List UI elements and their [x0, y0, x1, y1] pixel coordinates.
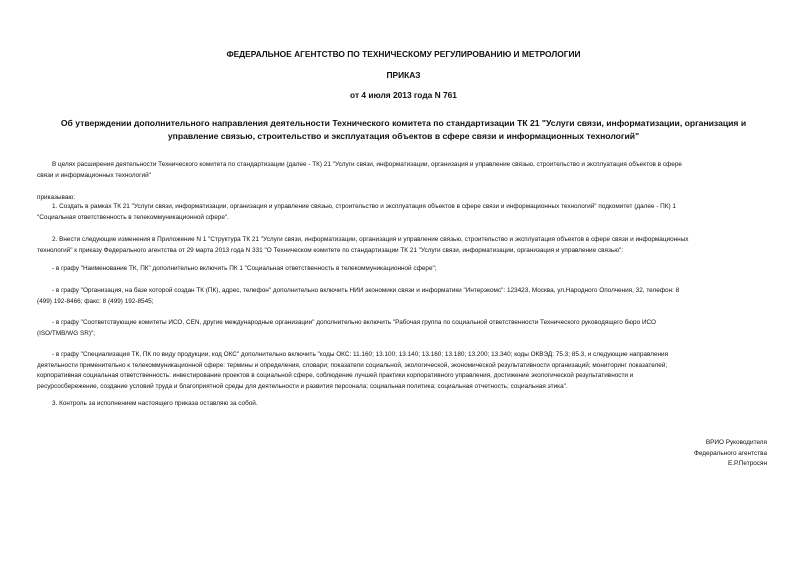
text-line: (499) 192-8466; факс: 8 (499) 192-8545;	[37, 297, 154, 305]
text-line: - в графу "Наименование ТК, ПК" дополнительно включить ПК 1 "Социальная ответственность в телекоммуникационной сфере";	[52, 265, 437, 272]
paragraph-1	[37, 202, 769, 223]
signature-block	[567, 438, 767, 470]
text-line: связи и информационных технологий"	[37, 171, 151, 179]
document-type: ПРИКАЗ	[386, 70, 421, 80]
paragraph-2	[37, 235, 769, 256]
text-line: (ISO/TMB/WG SR)";	[37, 329, 96, 337]
document-date-number: от 4 июля 2013 года N 761	[350, 90, 457, 100]
document-title-line: управление связью, строительство и эксплуатация объектов в сфере связи и информационных технологий"	[167, 131, 640, 141]
text-line: - в графу "Соответствующие комитеты ИСО, CEN, другие международные организации" дополнительно включить "Рабочая группа по социальной ответственности Технического руководящего бюро ИСО	[52, 319, 656, 326]
document-title	[25, 117, 782, 143]
text-line: 1. Создать в рамках ТК 21 "Услуги связи, информатизации, организация и управление связью, строительство и эксплуатация объектов в сфере связи и информационных технологий" подкомитет (далее - ПК) 1	[52, 203, 676, 210]
signature-agency: Федерального агентства	[693, 449, 767, 457]
signature-title: ВРИО Руководителя	[705, 439, 767, 446]
text-line: - в графу "Организация, на базе которой создан ТК (ПК), адрес, телефон" дополнительно включить НИИ экономики связи и информатики "Интерэкомс": 123423, Москва, ул.Народного Ополчения, 32, телефон: 8	[52, 287, 680, 294]
agency-name: ФЕДЕРАЛЬНОЕ АГЕНТСТВО ПО ТЕХНИЧЕСКОМУ РЕГУЛИРОВАНИЮ И МЕТРОЛОГИИ	[226, 49, 581, 59]
intro-paragraph	[37, 160, 769, 181]
bullet-4	[37, 350, 769, 392]
order-word: приказываю:	[37, 194, 75, 201]
text-line: ресурсосбережение, создание условий труда и благоприятной среды для деятельности и развития персонала; социальная политика; социальная отчетность; социальная этика".	[37, 382, 568, 390]
text-line: 3. Контроль за исполнением настоящего приказа оставляю за собой.	[52, 400, 258, 407]
text-line: технологий" к приказу Федерального агентства от 29 марта 2013 года N 331 "О Техническом комитете по стандартизации ТК 21 "Услуги связи, информатизации, организация и управление связью":	[37, 246, 624, 254]
paragraph-3	[37, 399, 769, 410]
text-line: корпоративная социальная ответственность: инвестирование проектов в социальной сфере, соблюдение лучшей практики корпоративного управления, достижение экологической результативности и	[37, 372, 634, 380]
bullet-3	[37, 318, 769, 339]
text-line: - в графу "Специализация ТК, ПК по виду продукции, код ОКС" дополнительно включить "коды ОКС: 11.160; 13.100; 13.140; 13.160; 13.180; 13.200; 13.340; коды ОКВЭД: 75.3; 85.3, и следующие направления	[52, 351, 669, 358]
bullet-1	[37, 264, 769, 275]
text-line: деятельности применительно к телекоммуникационной сфере: термины и определения, словари; показатели социальной, экологической, экономической результативности организаций; мониторинг показателей;	[37, 361, 668, 369]
signature-name: Е.Р.Петросян	[727, 460, 767, 468]
text-line: В целях расширения деятельности Технического комитета по стандартизации (далее - ТК) 21 "Услуги связи, информатизации, организация и управление связью, строительство и эксплуатация объектов в сфере	[52, 161, 682, 168]
bullet-2	[37, 286, 769, 307]
document-title-line: Об утверждении дополнительного направления деятельности Технического комитета по стандартизации ТК 21 "Услуги связи, информатизации, организация и	[60, 118, 747, 128]
text-line: 2. Внести следующие изменения в Приложение N 1 "Структура ТК 21 "Услуги связи, информатизации, организация и управление связью, строительство и эксплуатация объектов в сфере связи и информационных	[52, 236, 689, 243]
text-line: "Социальная ответственность в телекоммуникационной сфере".	[37, 213, 229, 221]
